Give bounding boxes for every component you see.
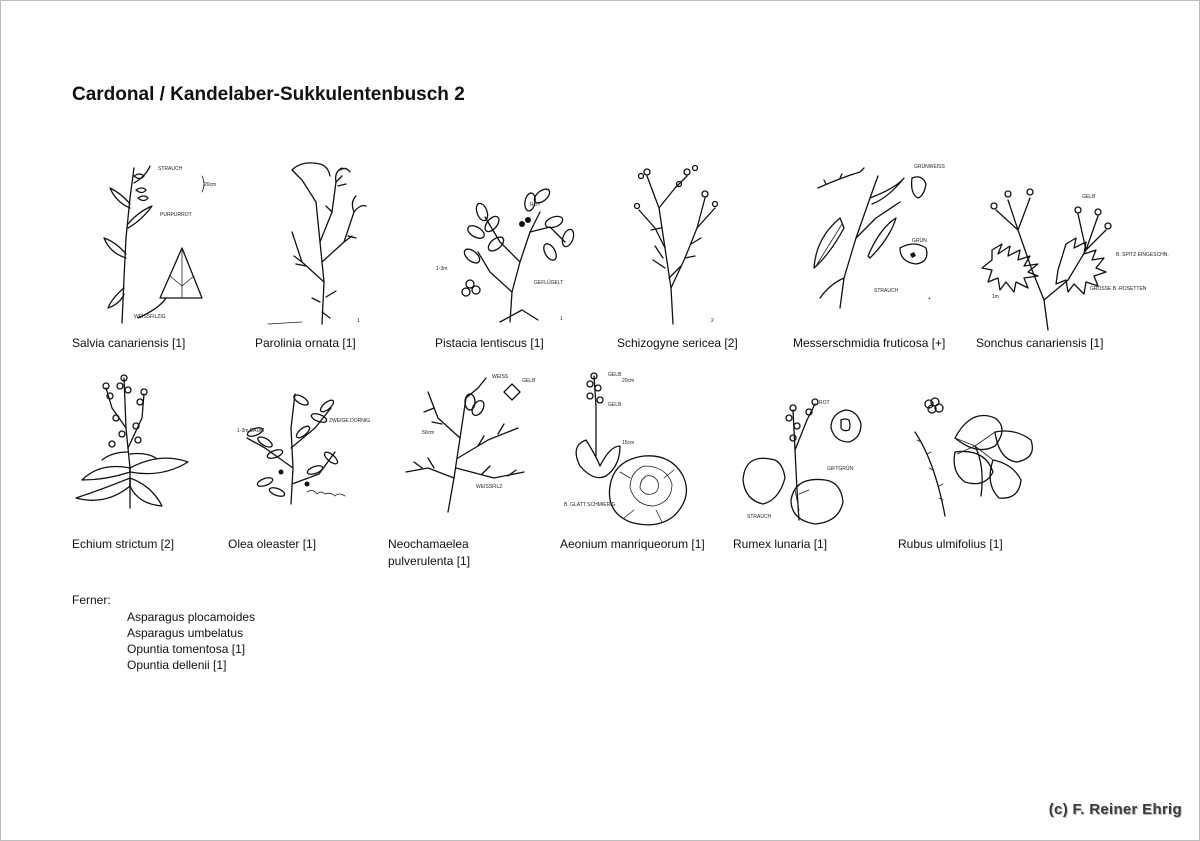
plant-caption: Echium strictum [2]: [72, 537, 175, 551]
svg-text:1: 1: [560, 316, 563, 322]
svg-text:ROT: ROT: [530, 202, 541, 208]
rumex-sketch: [735, 390, 880, 530]
plant-caption: Rumex lunaria [1]: [733, 537, 828, 551]
plant-caption: Parolinia ornata [1]: [255, 336, 356, 350]
svg-text:1m: 1m: [992, 294, 999, 300]
list-item: Asparagus plocamoides: [127, 610, 256, 624]
page-title: Cardonal / Kandelaber-Sukkulentenbusch 2: [72, 84, 465, 105]
svg-text:15cm: 15cm: [622, 440, 635, 446]
svg-text:GEFLÜGELT: GEFLÜGELT: [534, 280, 564, 286]
svg-text:GELB: GELB: [522, 378, 536, 384]
parolinia-sketch: [262, 152, 377, 327]
schizogyne-sketch: [625, 158, 730, 328]
svg-text:GIFTGRÜN: GIFTGRÜN: [827, 466, 854, 472]
messerschmidia-sketch: [800, 158, 950, 318]
svg-text:B. SPITZ EINGESCHN.: B. SPITZ EINGESCHN.: [1116, 252, 1169, 258]
svg-text:GELB: GELB: [1082, 194, 1096, 200]
svg-text:1-3m BAUM: 1-3m BAUM: [237, 428, 265, 434]
plant-caption: Aeonium manriqueorum [1]: [560, 537, 705, 551]
plant-caption: Pistacia lentiscus [1]: [435, 336, 544, 350]
plant-caption: Rubus ulmifolius [1]: [898, 537, 1003, 551]
copyright-watermark: (c) F. Reiner Ehrig: [1048, 801, 1182, 818]
svg-text:ZWEIGE DORNIG: ZWEIGE DORNIG: [329, 418, 371, 424]
aeonium-sketch: [560, 366, 692, 534]
olea-sketch: [235, 388, 371, 508]
svg-text:20cm: 20cm: [622, 378, 635, 384]
neochamaelea-sketch: [398, 368, 538, 516]
svg-text:B. GLATT SCHMIERIG: B. GLATT SCHMIERIG: [564, 502, 616, 508]
svg-text:PURPURROT: PURPURROT: [160, 212, 192, 218]
ferner-label: Ferner:: [72, 593, 111, 607]
svg-text:GELB: GELB: [608, 372, 622, 378]
svg-text:GELB: GELB: [608, 402, 622, 408]
svg-text:1: 1: [357, 318, 360, 324]
svg-text:STRAUCH: STRAUCH: [874, 288, 899, 294]
plant-caption: Sonchus canariensis [1]: [976, 336, 1104, 350]
plant-caption: Olea oleaster [1]: [228, 537, 317, 551]
list-item: Asparagus umbelatus: [127, 626, 244, 640]
svg-text:WEISSFILZ: WEISSFILZ: [476, 484, 503, 490]
echium-sketch: [72, 368, 197, 513]
sonchus-sketch: [978, 170, 1169, 335]
plant-caption: Schizogyne sericea [2]: [617, 336, 738, 350]
svg-text:+: +: [928, 296, 931, 302]
ferner-list: [127, 609, 255, 673]
svg-text:GRÜNWEISS: GRÜNWEISS: [914, 164, 945, 170]
svg-text:50cm: 50cm: [422, 430, 435, 436]
svg-text:WEISSFILZIG: WEISSFILZIG: [134, 314, 166, 320]
list-item: Opuntia dellenii [1]: [127, 658, 227, 672]
svg-text:20cm: 20cm: [204, 182, 217, 188]
list-item: Opuntia tomentosa [1]: [127, 642, 246, 656]
plant-caption: Messerschmidia fruticosa [+]: [793, 336, 946, 350]
svg-text:GRÜN: GRÜN: [912, 238, 927, 244]
plant-caption: Neochamaelea pulverulenta [1]: [388, 537, 471, 568]
plant-caption: Salvia canariensis [1]: [72, 336, 186, 350]
svg-text:ROT: ROT: [819, 400, 830, 406]
svg-text:2: 2: [711, 318, 714, 324]
svg-text:STRAUCH: STRAUCH: [747, 514, 772, 520]
svg-text:GROSSE B.-ROSETTEN: GROSSE B.-ROSETTEN: [1090, 286, 1147, 292]
svg-text:WEISS: WEISS: [492, 374, 509, 380]
pistacia-sketch: [430, 172, 580, 327]
salvia-sketch: [90, 158, 220, 328]
svg-text:STRAUCH: STRAUCH: [158, 166, 183, 172]
svg-text:1-3m: 1-3m: [436, 266, 448, 272]
rubus-sketch: [905, 392, 1045, 520]
